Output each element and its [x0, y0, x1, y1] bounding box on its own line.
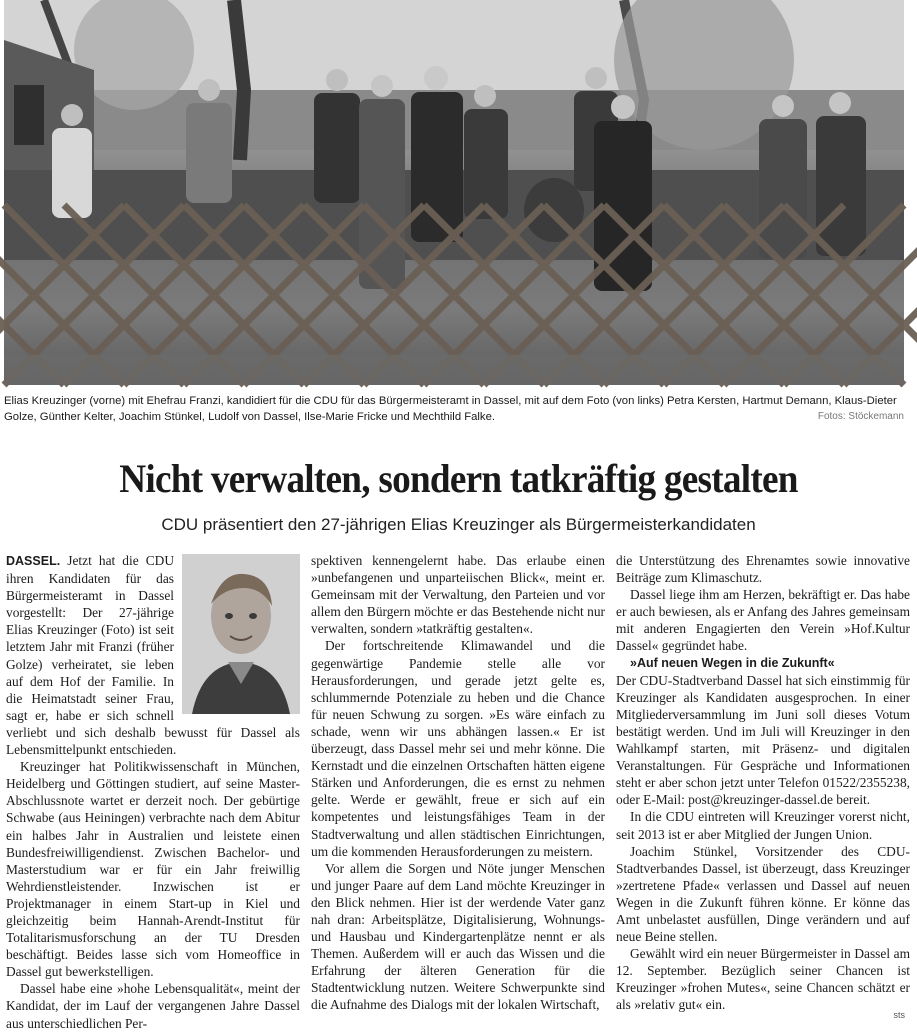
photo-caption	[4, 393, 904, 425]
paragraph: Dassel habe eine »hohe Lebensqualität«, meint der Kandidat, der im Lauf der vergangenen Jahre Dassel aus unterschiedlichen Per-	[6, 981, 300, 1031]
paragraph: die Unterstützung des Ehrenamtes sowie innovative Beiträge zum Klimaschutz.	[616, 553, 910, 586]
paragraph: Der fortschreitende Klimawandel und die gegenwärtige Pandemie stelle alle vor Herausforderungen, und gerade jetzt gelte es, schlummernde Potenziale zu heben und die Chance für neuen Schwung zu sorgen. »Es wäre einfach zu schade, wenn wir uns abhängen lassen.« Er ist überzeugt, dass Dassel mehr sei und mehr könne. Die Kernstadt und die einzelnen Ortschaften hätten eigene Stärken und Anforderungen, die es ernst zu nehmen gelte. Werde er gewählt, freue er sich auf ein kompetentes und leistungsfähiges Team in der Stadtverwaltung und allen städtischen Einrichtungen, um die kommenden Herausforderungen zu meistern.	[311, 638, 605, 859]
author-initials: sts	[893, 1010, 905, 1020]
paragraph: Gewählt wird ein neuer Bürgermeister in Dassel am 12. September. Bezüglich seiner Chancen ist Kreuzinger »frohen Mutes«, seine Chancen schätzt er als »relativ gut« ein.	[616, 946, 910, 1013]
caption-text: Elias Kreuzinger (vorne) mit Ehefrau Franzi, kandidiert für die CDU für das Bürgermeisteramt in Dassel, mit auf dem Foto (von links) Petra Kersten, Hartmut Demann, Klaus-Dieter Golze, Günther Kelter, Joachim Stünkel, Ludolf von Dassel, Ilse-Marie Fricke und Mechthild Falke.	[4, 395, 897, 423]
group-photo-illustration	[4, 0, 904, 385]
subheadline: CDU präsentiert den 27-jährigen Elias Kreuzinger als Bürgermeisterkandidaten	[161, 515, 756, 534]
paragraph: Vor allem die Sorgen und Nöte junger Menschen und junger Paare auf dem Land möchte Kreuzinger in den Blick nehmen. Hier ist der werdende Vater ganz nah dran: Arbeitsplätze, Digitalisierung, Wohnungs- und Hausbau und Kindergartenplätze nennt er als Themen. Außerdem will er auch das Wissen und die Erfahrung der älteren Generation für die Stadtentwicklung nutzen. Weitere Schwerpunkte sind die Aufnahme des Dialogs mit der lokalen Wirtschaft,	[311, 860, 605, 1013]
candidate-portrait	[182, 554, 300, 714]
portrait-illustration	[182, 554, 300, 714]
paragraph: Dassel liege ihm am Herzen, bekräftigt er. Das habe er auch bewiesen, als er Anfang des Jahres gemeinsam mit anderen Engagierten den Verein »Hof.Kultur Dassel« gegründet habe.	[616, 587, 910, 654]
article-column-3	[616, 552, 910, 1020]
paragraph: Der CDU-Stadtverband Dassel hat sich einstimmig für Kreuzinger als Kandidaten ausgesprochen. In einer Mitgliederversammlung im Juni soll dieses Votum bestätigt werden. Und im Juli will Kreuzinger in den Wahlkampf starten, mit Präsenz- und digitalen Veranstaltungen. Für Gespräche und Informationen steht er aber schon jetzt unter Telefon 01522/2355238, oder E-Mail: post@kreuzinger-dassel.de bereit.	[616, 672, 910, 808]
photo-credit: Fotos: Stöckemann	[817, 411, 904, 422]
paragraph: Kreuzinger hat Politikwissenschaft in München, Heidelberg und Göttingen studiert, auf seine Master-Abschlussnote wartet er derzeit noch. Der gebürtige Schwabe (aus Heiningen) verbrachte nach dem Abitur ein halbes Jahr in Australien und leistete einen Bundesfreiwilligendienst. Zwischen Bachelor- und Masterstudium war er für ein Jahr freiwillig Wehrdienstleistender. Inzwischen ist er Projektmanager in einem Start-up in Kiel und gleichzeitig beim Hannah-Arendt-Institut für Totalitarismusforschung an der TU Dresden beschäftigt. Beides lasse sich vom Homeoffice in Dassel gut bewerkstelligen.	[6, 759, 300, 980]
paragraph: Jetzt hat die CDU ihren Kandidaten für das Bürgermeisteramt in Dassel vorgestellt: Der 27-jährige Elias Kreuzinger (Foto) ist seit letztem Jahr mit Franzi (früher Golze) verheiratet, sie leben auf dem Hof der Familie. In die Heimatstadt seiner Frau, sagt er, habe er sich schnell verliebt und sich deshalb bewusst für Dassel als Lebensmittelpunkt entschieden.	[6, 553, 300, 758]
group-photo	[4, 0, 904, 385]
article-column-1	[6, 552, 300, 1031]
article-column-2	[311, 552, 605, 1020]
headline: Nicht verwalten, sondern tatkräftig gestalten	[119, 456, 798, 501]
paragraph: spektiven kennengelernt habe. Das erlaube einen »unbefangenen und unparteiischen Blick«, meint er. Gemeinsam mit der Verwaltung, den Parteien und vor allem den Bürgern möchte er das Bestehende nicht nur verwalten, sondern »tatkräftig gestalten«.	[311, 553, 605, 637]
section-subhead: »Auf neuen Wegen in die Zukunft«	[630, 655, 835, 670]
dateline: DASSEL.	[6, 554, 61, 568]
paragraph: Joachim Stünkel, Vorsitzender des CDU-Stadtverbandes Dassel, ist überzeugt, dass Kreuzinger »zertretene Pfade« verlassen und Dassel auf neuen Wegen in die Zukunft führen könne. Er könne das Amt unbelastet ausfüllen, Dinge verändern und auf neue Beine stellen.	[616, 843, 910, 945]
paragraph: In die CDU eintreten will Kreuzinger vorerst nicht, seit 2013 ist er aber Mitglied der Jungen Union.	[616, 809, 910, 842]
